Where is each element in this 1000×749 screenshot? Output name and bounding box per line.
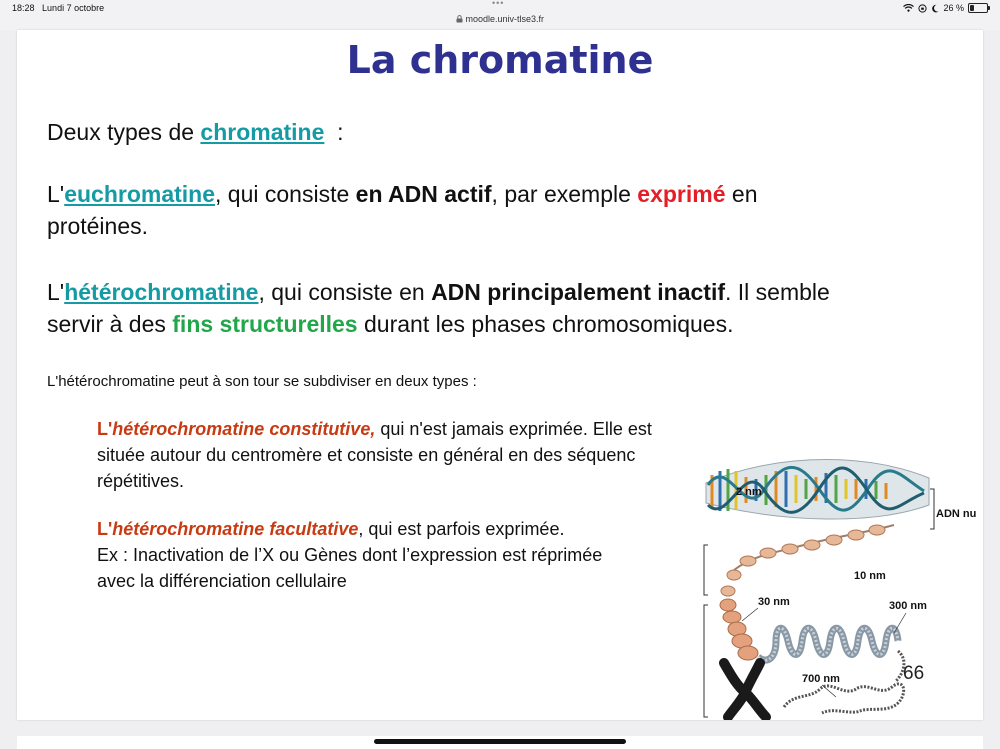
wifi-icon <box>903 4 914 12</box>
chromosome-icon <box>724 663 766 717</box>
eu-text2: , par exemple <box>491 181 638 207</box>
battery-icon <box>968 3 988 13</box>
fac-line3: avec la différenciation cellulaire <box>97 571 347 591</box>
const-line2: située autour du centromère et consiste en général en des séquenc <box>97 445 636 465</box>
const-rest1: qui n'est jamais exprimée. Elle est <box>375 419 652 439</box>
battery-percent: 26 % <box>943 3 964 13</box>
eu-line2: protéines. <box>47 213 149 239</box>
fiber-30nm <box>720 599 758 660</box>
heterochromatine-paragraph <box>47 276 967 340</box>
eu-prefix: L' <box>47 181 65 207</box>
het-line2-start: servir à des <box>47 311 173 337</box>
slide-title: La chromatine <box>346 38 654 82</box>
url-text: moodle.univ-tlse3.fr <box>465 14 545 24</box>
chromatine-link[interactable]: chromatine <box>200 119 325 145</box>
status-bar <box>0 0 1000 30</box>
orientation-lock-icon <box>918 4 927 13</box>
eu-red: exprimé <box>637 181 726 207</box>
url-bar[interactable] <box>0 14 1000 24</box>
status-right <box>903 3 988 13</box>
time-text: 18:28 <box>12 3 35 13</box>
het-prefix: L' <box>47 279 65 305</box>
fac-italic: hétérochromatine facultative <box>112 519 359 539</box>
eu-text1: , qui consiste <box>215 181 356 207</box>
euchromatine-paragraph <box>47 178 947 242</box>
label-2nm: 2 nm <box>736 486 762 498</box>
home-indicator[interactable] <box>374 739 626 744</box>
label-adn-nu: ADN nu <box>936 508 977 520</box>
multitask-dots-icon[interactable]: ••• <box>492 0 505 8</box>
constitutive-paragraph <box>97 416 697 494</box>
facultative-paragraph <box>97 516 697 594</box>
intro-colon: : <box>324 119 344 145</box>
heterochromatine-link[interactable]: hétérochromatine <box>64 279 259 305</box>
eu-text3: en <box>725 181 758 207</box>
het-text1: , qui consiste en <box>258 279 432 305</box>
const-italic: hétérochromatine constitutive, <box>112 419 376 439</box>
slide <box>17 30 983 720</box>
het-bold: ADN principalement inactif <box>431 279 725 305</box>
label-700nm: 700 nm <box>802 673 840 685</box>
euchromatine-link[interactable]: euchromatine <box>64 181 216 207</box>
fac-line2: Ex : Inactivation de l’X ou Gènes dont l’expression est réprimée <box>97 545 603 565</box>
page-number: 66 <box>903 663 925 684</box>
const-line3: répétitives. <box>97 471 185 491</box>
fac-rest1: , qui est parfois exprimée. <box>358 519 565 539</box>
intro-text: Deux types de <box>47 119 201 145</box>
label-30nm: 30 nm <box>758 596 790 608</box>
moon-icon <box>931 4 939 13</box>
het-text2: . Il semble <box>725 279 830 305</box>
label-300nm: 300 nm <box>889 600 927 612</box>
fac-prefix: L' <box>97 519 113 539</box>
nucleosome-beads <box>721 525 885 596</box>
intro-line <box>47 116 344 148</box>
chromatin-figure <box>684 445 983 720</box>
eu-bold: en ADN actif <box>355 181 492 207</box>
het-line2-end: durant les phases chromosomiques. <box>357 311 734 337</box>
subdivide-line: L'hétérochromatine peut à son tour se subdiviser en deux types : <box>47 373 477 390</box>
het-green: fins structurelles <box>172 311 358 337</box>
const-prefix: L' <box>97 419 113 439</box>
label-10nm: 10 nm <box>854 570 886 582</box>
date-text: Lundi 7 octobre <box>42 3 105 13</box>
lock-icon <box>456 15 463 23</box>
status-time <box>12 3 104 13</box>
